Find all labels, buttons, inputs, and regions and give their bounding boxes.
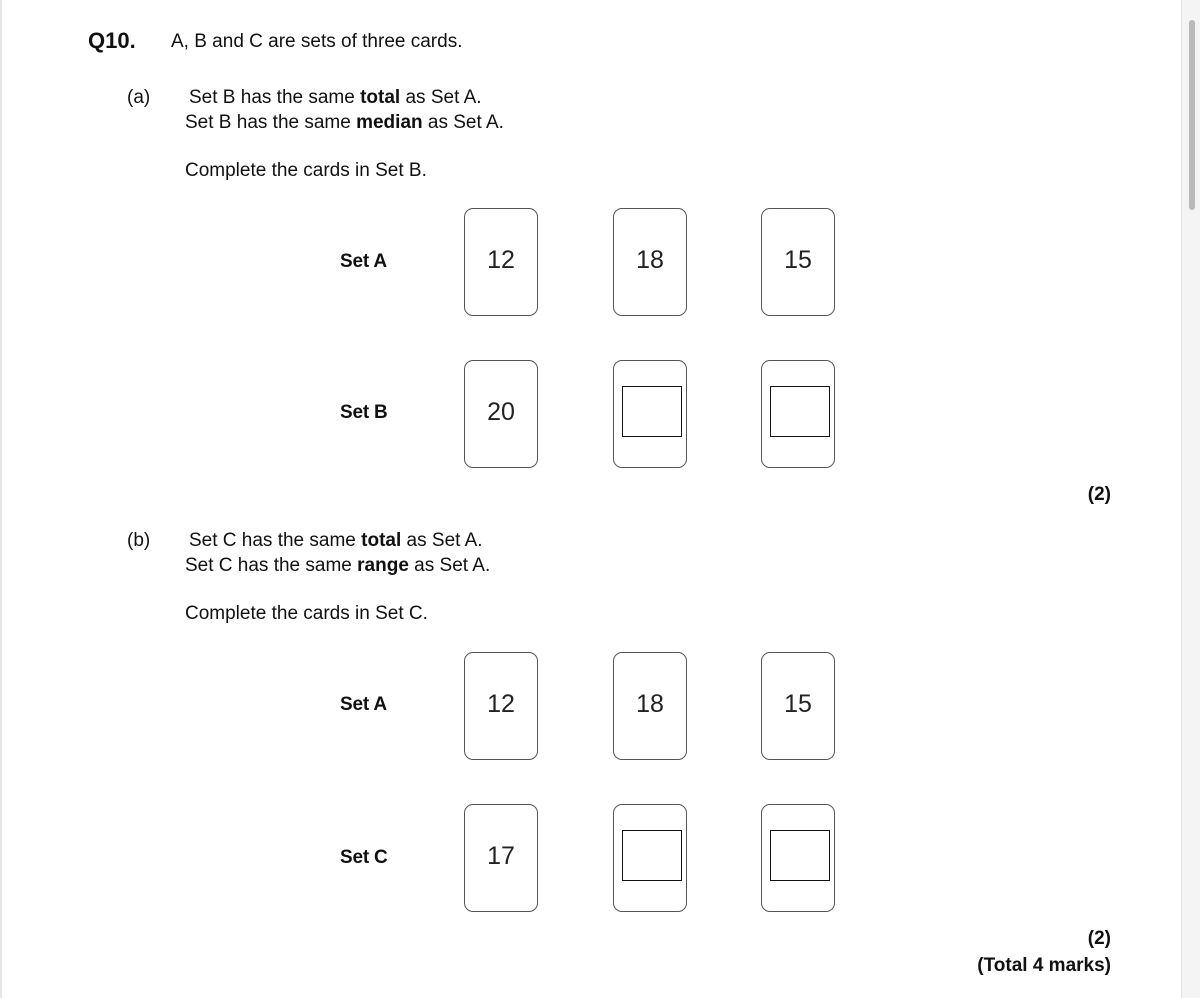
text: Set B has the same — [185, 112, 357, 133]
set-a-label: Set A — [340, 694, 387, 715]
card-value: 17 — [487, 842, 515, 870]
keyword-range: range — [357, 555, 409, 576]
part-b-instruction: Complete the cards in Set C. — [185, 603, 428, 624]
card-value: 18 — [636, 246, 664, 274]
part-a-marks: (2) — [1087, 484, 1111, 505]
text: as Set A. — [422, 112, 504, 133]
part-a-condition-total — [189, 87, 482, 109]
set-c-card-3 — [761, 804, 835, 912]
text: Set C has the same — [185, 555, 358, 576]
text: Set B has the same — [189, 87, 361, 108]
set-a-label: Set A — [340, 251, 387, 272]
part-a-condition-median — [185, 112, 504, 134]
set-b-card-2 — [613, 360, 687, 468]
text: as Set A. — [408, 555, 491, 576]
set-a-card-1 — [464, 652, 538, 760]
set-b-answer-box-1[interactable] — [622, 386, 682, 437]
set-b-card-3 — [761, 360, 835, 468]
total-marks: (Total 4 marks) — [977, 955, 1111, 976]
set-c-answer-box-2[interactable] — [770, 830, 830, 881]
set-a-card-2 — [613, 208, 687, 316]
set-c-label: Set C — [340, 847, 388, 868]
part-b-marks: (2) — [1087, 928, 1111, 949]
keyword-total: total — [360, 87, 401, 108]
set-b-answer-box-2[interactable] — [770, 386, 830, 437]
part-a-label: (a) — [127, 87, 151, 108]
set-c-card-1 — [464, 804, 538, 912]
set-a-card-3 — [761, 652, 835, 760]
part-b-condition-total — [189, 530, 483, 552]
part-b-label: (b) — [127, 530, 151, 551]
set-b-label: Set B — [340, 402, 388, 423]
scrollbar-thumb[interactable] — [1189, 20, 1195, 210]
card-value: 12 — [487, 246, 515, 274]
card-value: 15 — [784, 246, 812, 274]
set-a-card-1 — [464, 208, 538, 316]
keyword-total: total — [361, 530, 402, 551]
card-value: 20 — [487, 398, 515, 426]
question-number: Q10. — [88, 28, 136, 53]
text: Set C has the same — [189, 530, 362, 551]
card-value: 15 — [784, 690, 812, 718]
page-edge — [0, 0, 2, 998]
set-b-card-1 — [464, 360, 538, 468]
scrollbar-track[interactable] — [1181, 0, 1200, 998]
text: as Set A. — [401, 530, 483, 551]
set-a-card-3 — [761, 208, 835, 316]
card-value: 12 — [487, 690, 515, 718]
question-intro: A, B and C are sets of three cards. — [171, 31, 463, 52]
card-value: 18 — [636, 690, 664, 718]
set-c-card-2 — [613, 804, 687, 912]
text: as Set A. — [400, 87, 482, 108]
set-c-answer-box-1[interactable] — [622, 830, 682, 881]
part-a-instruction: Complete the cards in Set B. — [185, 160, 427, 181]
keyword-median: median — [356, 112, 423, 133]
part-b-condition-range — [185, 555, 490, 577]
set-a-card-2 — [613, 652, 687, 760]
